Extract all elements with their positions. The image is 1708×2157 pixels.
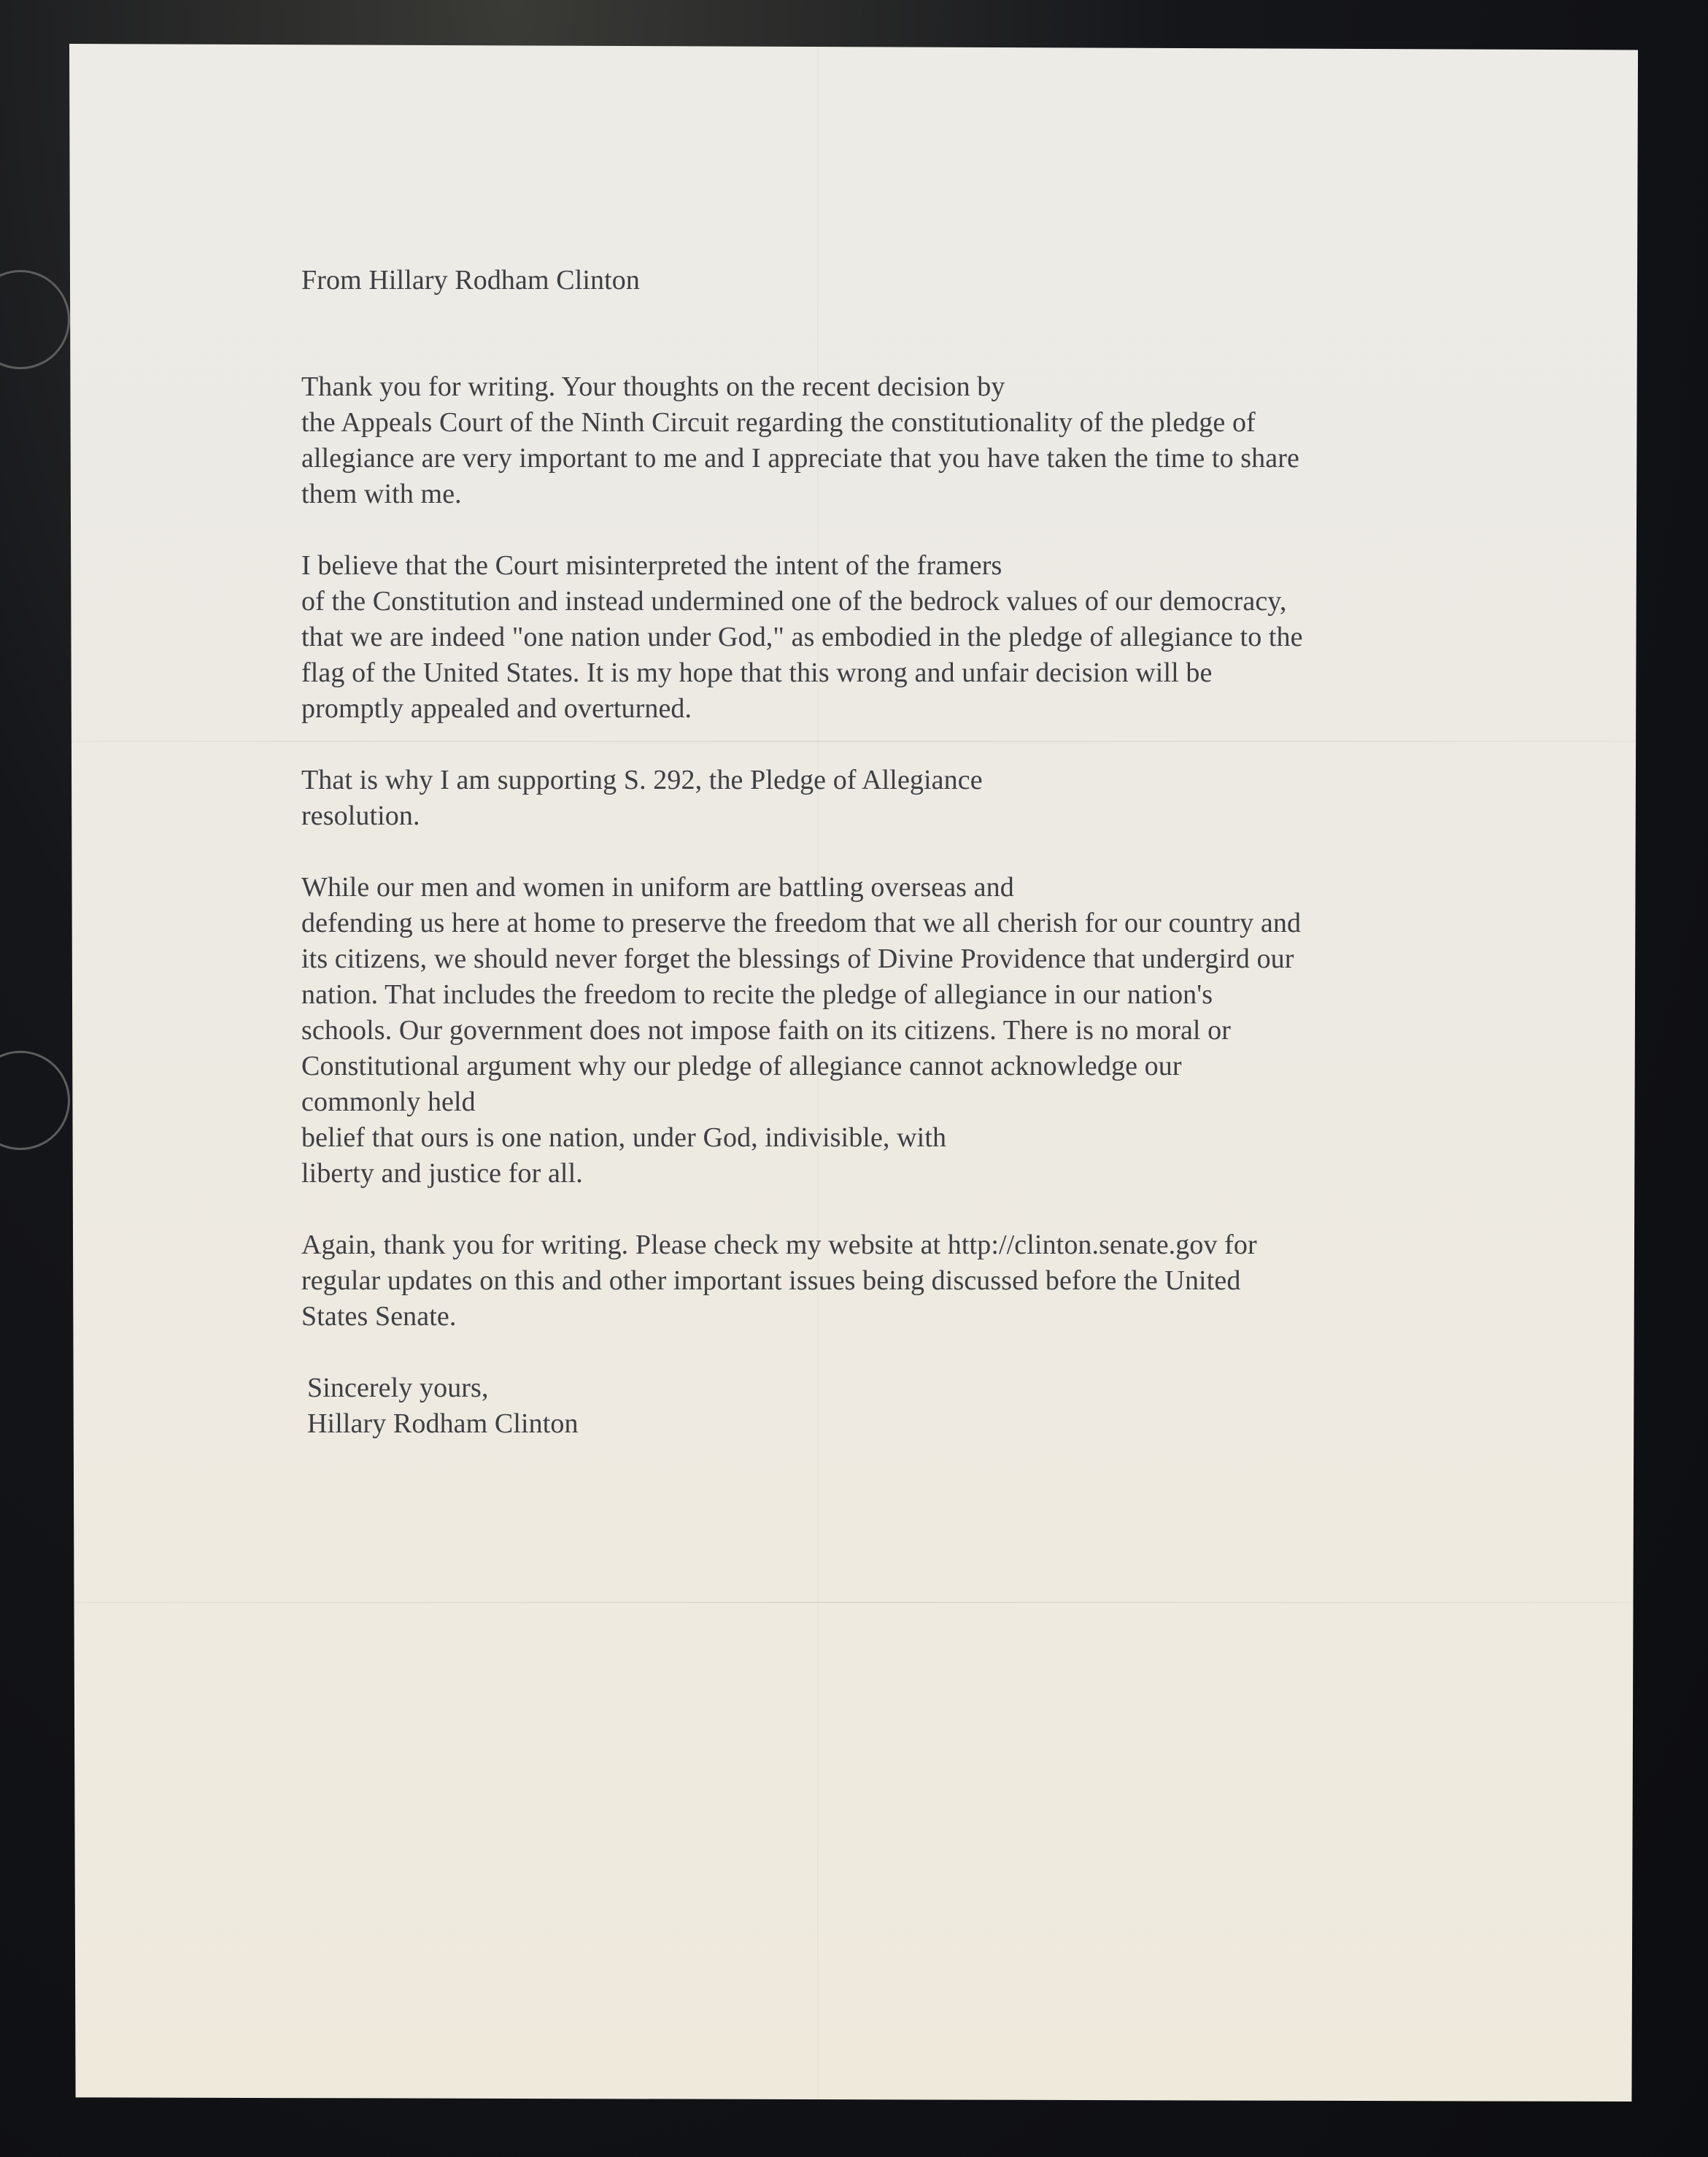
- paragraph-line: them with me.: [301, 479, 462, 509]
- paragraph-line: While our men and women in uniform are battling overseas and: [301, 872, 1014, 903]
- closing-salutation: Sincerely yours,: [307, 1373, 489, 1403]
- paragraph-thanks: [301, 369, 1469, 512]
- paragraph-line: allegiance are very important to me and I appreciate that you have taken the time to share: [301, 443, 1299, 474]
- from-line: From Hillary Rodham Clinton: [301, 265, 640, 296]
- paragraph-line: of the Constitution and instead undermined one of the bedrock values of our democracy,: [301, 586, 1287, 617]
- paragraph-line: that we are indeed "one nation under God," as embodied in the pledge of allegiance to the: [301, 622, 1303, 652]
- paragraph-court: [301, 548, 1469, 727]
- paragraph-line: flag of the United States. It is my hope that this wrong and unfair decision will be: [301, 657, 1213, 688]
- paragraph-resolution: [301, 763, 1469, 834]
- paper-fold-lower: [69, 1602, 1638, 1603]
- paragraph-line: the Appeals Court of the Ninth Circuit regarding the constitutionality of the pledge of: [301, 407, 1256, 438]
- paragraph-line: That is why I am supporting S. 292, the Pledge of Allegiance: [301, 765, 983, 795]
- paragraph-line: belief that ours is one nation, under God, indivisible, with: [301, 1122, 947, 1153]
- paragraph-line: Constitutional argument why our pledge of allegiance cannot acknowledge our: [301, 1051, 1182, 1081]
- signature-name: Hillary Rodham Clinton: [307, 1408, 579, 1439]
- paragraph-line: regular updates on this and other important issues being discussed before the United: [301, 1265, 1241, 1296]
- closing-block: [307, 1370, 1469, 1442]
- paragraph-line: schools. Our government does not impose faith on its citizens. There is no moral or: [301, 1015, 1232, 1046]
- paragraph-line: Again, thank you for writing. Please check my website at http://clinton.senate.gov for: [301, 1230, 1257, 1260]
- paragraph-line: resolution.: [301, 800, 420, 831]
- paragraph-line: commonly held: [301, 1087, 476, 1117]
- paragraph-line: States Senate.: [301, 1301, 457, 1332]
- paragraph-freedom: [301, 870, 1469, 1192]
- paragraph-website: [301, 1227, 1469, 1335]
- paragraph-line: nation. That includes the freedom to recite the pledge of allegiance in our nation's: [301, 979, 1213, 1010]
- paragraph-line: I believe that the Court misinterpreted the intent of the framers: [301, 550, 1002, 581]
- paragraph-line: defending us here at home to preserve the freedom that we all cherish for our country and: [301, 908, 1302, 938]
- letter-body: [301, 263, 1469, 1442]
- paragraph-line: promptly appealed and overturned.: [301, 693, 692, 724]
- paragraph-line: Thank you for writing. Your thoughts on the recent decision by: [301, 371, 1005, 402]
- paragraph-line: its citizens, we should never forget the blessings of Divine Providence that undergird our: [301, 944, 1294, 974]
- paragraph-line: liberty and justice for all.: [301, 1158, 583, 1189]
